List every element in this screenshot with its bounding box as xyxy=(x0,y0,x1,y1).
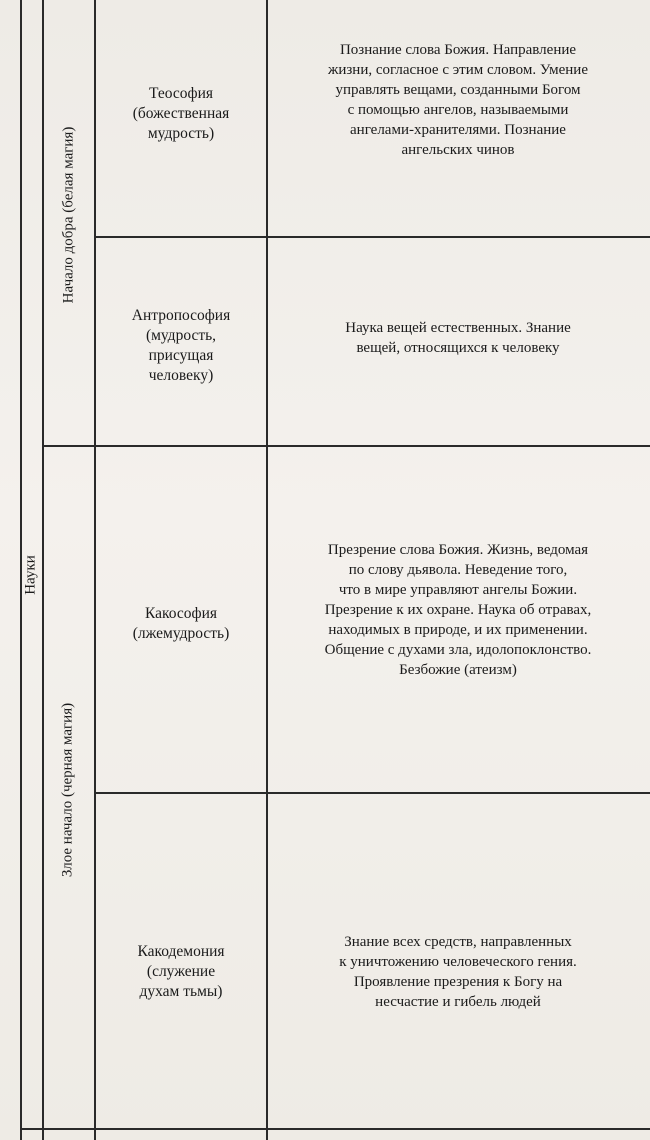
group-divider xyxy=(42,445,650,447)
table-bottom-border xyxy=(20,1128,650,1130)
row-name-anthroposophy: Антропософия (мудрость, присущая человеку) xyxy=(131,307,231,384)
group-label-evil: Злое начало (черная магия) xyxy=(59,702,76,878)
root-label: Науки xyxy=(22,555,39,595)
row-divider-1 xyxy=(94,236,650,238)
row-name-theosophy: Теософия (божественная мудрость) xyxy=(132,85,230,142)
group-label-good: Начало добра (белая магия) xyxy=(60,126,77,304)
row-name-kakosophy: Какософия (лжемудрость) xyxy=(132,605,230,642)
row-name-kakodemonia: Какодемония (служение духам тьмы) xyxy=(137,943,225,1000)
row-desc-kakosophy: Презрение слова Божия. Жизнь, ведомая по слову дьявола. Неведение того, что в мире управляют ангелы Божии. Презрение к их охране. Наука об отравах, находимых в природе, и их применении. Общение с духами зла, идолопоклонство. Безбожие (атеизм) xyxy=(324,542,592,678)
row-desc-theosophy: Познание слова Божия. Направление жизни, согласное с этим словом. Умение управлять вещами, созданными Богом с помощью ангелов, называемыми ангелами-хранителями. Познание ангельских чинов xyxy=(327,42,588,158)
row-divider-3 xyxy=(94,792,650,794)
row-desc-kakodemonia: Знание всех средств, направленных к уничтожению человеческого гения. Проявление презрения к Богу на несчастие и гибель людей xyxy=(339,934,577,1010)
root-column-divider xyxy=(42,0,44,1140)
row-desc-anthroposophy: Наука вещей естественных. Знание вещей, относящихся к человеку xyxy=(345,320,571,356)
